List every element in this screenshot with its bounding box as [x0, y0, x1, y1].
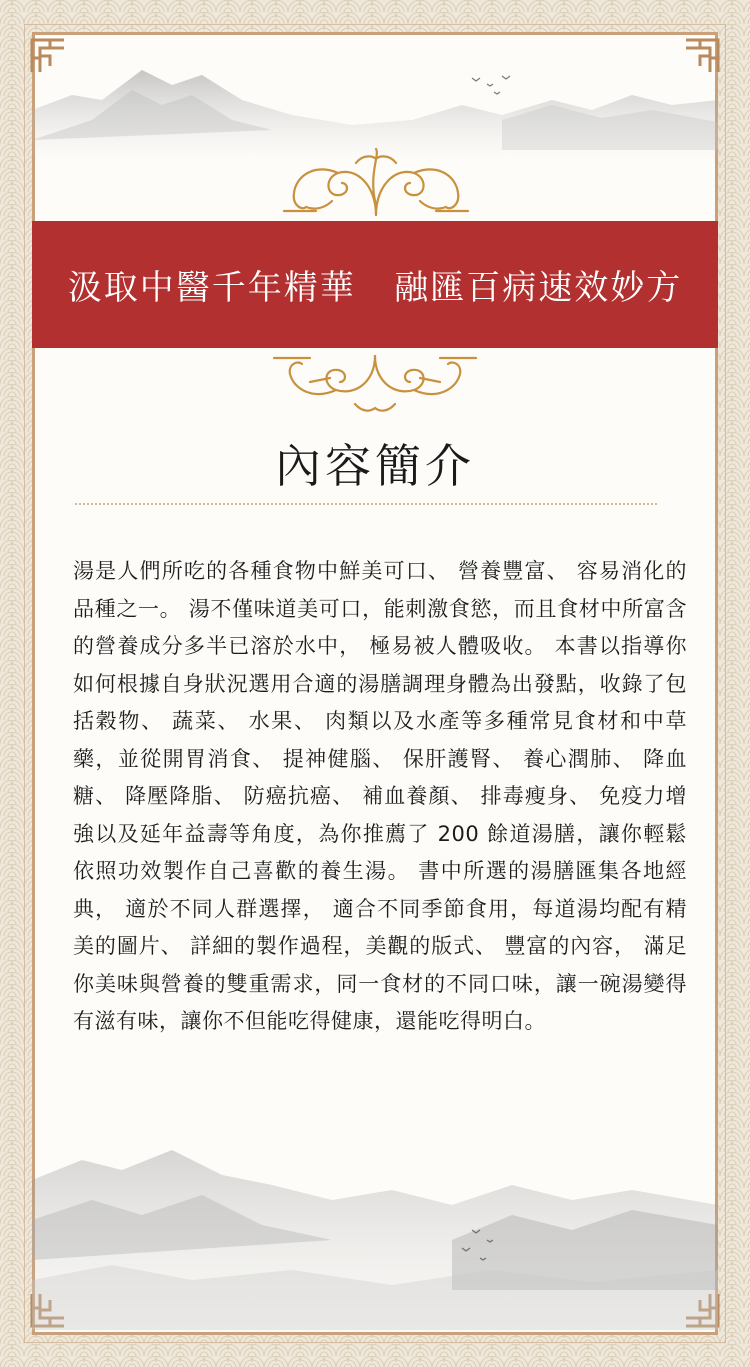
ink-mountains-bottom	[32, 1130, 718, 1330]
corner-ornament-top-right	[682, 34, 724, 76]
intro-paragraph: 湯是人們所吃的各種食物中鮮美可口、 營養豐富、 容易消化的品種之一。 湯不僅味道美可口，能刺激食慾，而且食材中所富含的營養成分多半已溶於水中， 極易被人體吸收。 本書以指導你如何根據自身狀況選用合適的湯膳調理身體為出發點，收錄了包括穀物、 蔬菜、 水果、 肉類以及水產等多種常見食材和中草藥，並從開胃消食、 提神健腦、 保肝護腎、 養心潤肺、 降血糖、 降壓降脂、 防癌抗癌、 補血養顏、 排毒瘦身、 免疫力增強以及延年益壽等角度，為你推薦了 200 餘道湯膳，讓你輕鬆依照功效製作自己喜歡的養生湯。 書中所選的湯膳匯集各地經典， 適於不同人群選擇， 適合不同季節食用，每道湯均配有精美的圖片、 詳細的製作過程，美觀的版式、 豐富的內容， 滿足你美味與營養的雙重需求，同一食材的不同口味，讓一碗湯變得有滋有味，讓你不但能吃得健康，還能吃得明白。	[73, 559, 687, 1033]
cloud-ornament-top	[276, 145, 476, 217]
headline-banner	[32, 221, 718, 348]
section-title: 內容簡介	[275, 439, 475, 493]
banner-title: 汲取中醫千年精華 融匯百病速效妙方	[67, 268, 683, 308]
cloud-ornament-bottom	[270, 352, 480, 416]
ink-mountains-top	[32, 40, 718, 160]
corner-ornament-top-left	[26, 34, 68, 76]
dotted-divider	[75, 503, 657, 505]
